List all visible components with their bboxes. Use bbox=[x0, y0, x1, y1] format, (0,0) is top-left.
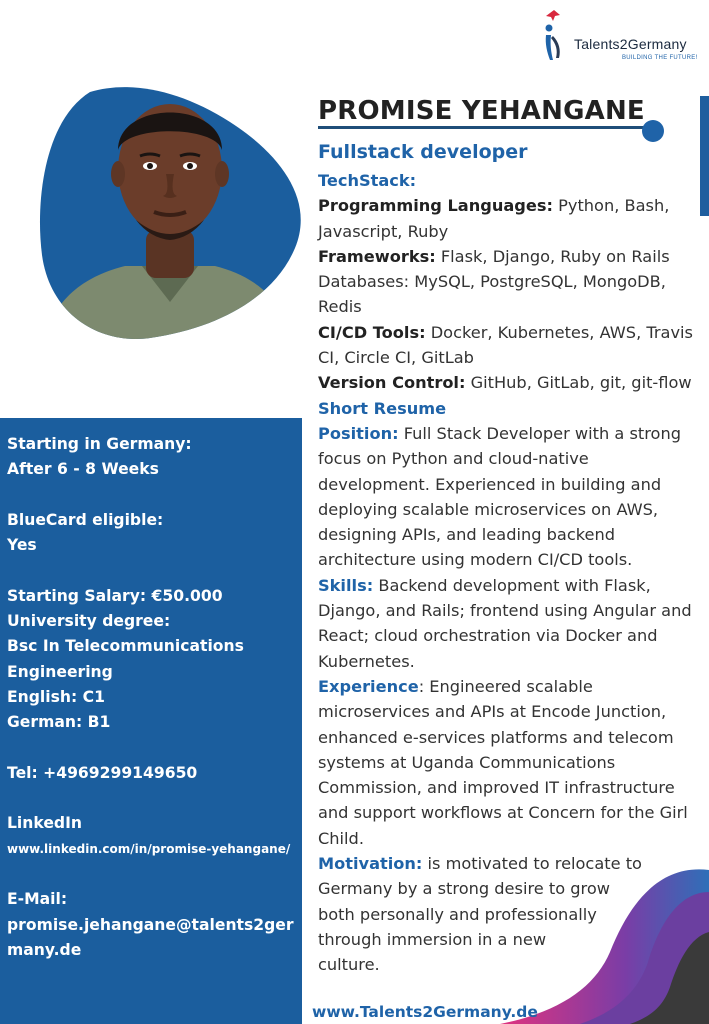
name-accent-dot bbox=[642, 120, 664, 142]
motivation-label: Motivation: bbox=[318, 854, 423, 874]
cicd-tools bbox=[318, 320, 702, 371]
experience-value: : Engineered scalable microservices and APIs at Encode Junction, enhanced e-services platforms and telecom systems at Uganda Communications Commission, and improved IT infrastructure and support workflows at Concern for the Girl Child. bbox=[318, 676, 688, 848]
profile-details bbox=[318, 168, 702, 978]
german-level: German: B1 bbox=[7, 713, 111, 732]
left-info-text bbox=[7, 432, 301, 963]
linkedin-link[interactable]: www.linkedin.com/in/promise-yehangane/ bbox=[7, 841, 291, 856]
skills-value: Backend development with Flask, Django, and Rails; frontend using Angular and React; cloud orchestration via Docker and Kubernetes. bbox=[318, 575, 692, 671]
profile-photo bbox=[30, 70, 310, 355]
logo-figure-icon bbox=[536, 8, 572, 66]
decorative-waves bbox=[500, 862, 709, 1024]
motivation-line-2: Germany by a strong desire to grow bbox=[318, 879, 610, 899]
frameworks-value: Flask, Django, Ruby on Rails bbox=[435, 246, 670, 266]
degree-value: Bsc In Telecommunications Engineering bbox=[7, 637, 244, 681]
cicd-value: Docker, Kubernetes, AWS, Travis CI, Circle CI, GitLab bbox=[318, 322, 693, 368]
email-link[interactable]: promise.jehangane@talents2germany.de bbox=[7, 915, 294, 959]
position bbox=[318, 421, 702, 573]
position-label: Position: bbox=[318, 423, 399, 443]
website-link[interactable]: www.Talents2Germany.de bbox=[312, 1003, 538, 1021]
salary: Starting Salary: €50.000 bbox=[7, 586, 223, 605]
bluecard-label: BlueCard eligible: bbox=[7, 510, 164, 529]
skills bbox=[318, 573, 702, 674]
phone: Tel: +4969299149650 bbox=[7, 763, 198, 782]
company-logo bbox=[536, 8, 706, 70]
candidate-role: Fullstack developer bbox=[318, 141, 528, 163]
techstack-heading: TechStack: bbox=[318, 171, 417, 190]
english-level: English: C1 bbox=[7, 687, 105, 706]
experience-label: Experience bbox=[318, 676, 419, 696]
experience bbox=[318, 674, 702, 851]
start-value: After 6 - 8 Weeks bbox=[7, 460, 159, 479]
programming-label: Programming Languages: bbox=[318, 196, 553, 216]
version-control bbox=[318, 370, 702, 395]
logo-tagline: BUILDING THE FUTURE! bbox=[622, 55, 698, 61]
bluecard-value: Yes bbox=[7, 536, 37, 555]
candidate-name: PROMISE YEHANGANE bbox=[318, 96, 645, 126]
logo-brand-text: Talents2Germany bbox=[574, 36, 687, 52]
motivation-line-5: culture. bbox=[318, 955, 380, 975]
cicd-label: CI/CD Tools: bbox=[318, 322, 426, 342]
programming-languages bbox=[318, 193, 702, 244]
motivation-line-3: both personally and professionally bbox=[318, 904, 597, 924]
linkedin-label: LinkedIn bbox=[7, 814, 82, 833]
degree-label: University degree: bbox=[7, 612, 171, 631]
frameworks bbox=[318, 244, 702, 269]
databases: Databases: MySQL, PostgreSQL, MongoDB, Redis bbox=[318, 272, 666, 317]
vc-label: Version Control: bbox=[318, 373, 466, 393]
start-label: Starting in Germany: bbox=[7, 435, 192, 453]
skills-label: Skills: bbox=[318, 575, 374, 595]
position-value: Full Stack Developer with a strong focus on Python and cloud-native development. Experienced in building and deploying scalable microservices on AWS, designing APIs, and leading backend architecture using modern CI/CD tools. bbox=[318, 423, 681, 570]
resume-heading: Short Resume bbox=[318, 398, 447, 418]
vc-value: GitHub, GitLab, git, git-flow bbox=[465, 373, 692, 393]
programming-value: Python, Bash, Javascript, Ruby bbox=[318, 196, 670, 241]
name-underline bbox=[318, 126, 654, 129]
motivation-line-1: is motivated to relocate to bbox=[422, 854, 642, 874]
motivation-line-4: through immersion in a new bbox=[318, 929, 547, 949]
email-label: E-Mail: bbox=[7, 890, 68, 909]
frameworks-label: Frameworks: bbox=[318, 246, 436, 266]
